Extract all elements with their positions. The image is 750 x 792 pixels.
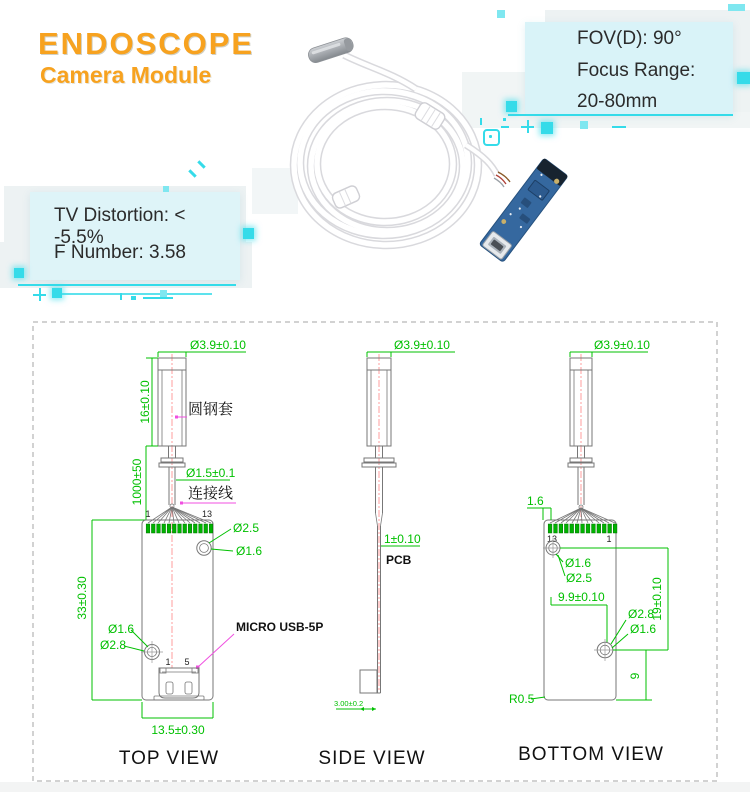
deco-line [57, 293, 212, 295]
side-view-title: SIDE VIEW [318, 748, 426, 769]
cable-label: 连接线 [188, 485, 234, 502]
top-hole1-outer: Ø2.5 [233, 521, 260, 535]
cable-coil [294, 85, 478, 245]
brand-subtitle: Camera Module [40, 62, 212, 88]
bottom-hole1-outer: Ø2.5 [566, 571, 593, 585]
top-hole2-inner: Ø1.6 [108, 622, 135, 636]
bottom-view-title: BOTTOM VIEW [518, 744, 664, 765]
cable-knot-left [331, 184, 361, 209]
deco-tick [120, 293, 122, 300]
bottom-pin-row [548, 524, 617, 533]
tv-distortion-line: TV Distortion: < -5.5% [54, 205, 186, 248]
bottom-hole2-inner: Ø1.6 [630, 622, 657, 636]
technical-drawing [0, 300, 750, 792]
deco-square [580, 121, 588, 129]
bottom-view [509, 338, 668, 765]
deco-dash [197, 160, 205, 168]
bottom-hole2-outer: Ø2.8 [628, 607, 655, 621]
top-hole2-outer: Ø2.8 [100, 638, 127, 652]
pcb-label: PCB [386, 553, 412, 567]
micro-usb-outline [154, 668, 204, 700]
hole-x-offset: 9.9±0.10 [558, 590, 605, 604]
deco-square [52, 288, 62, 298]
top-view-title: TOP VIEW [118, 748, 220, 769]
pcb-thickness: 1±0.10 [384, 532, 421, 546]
top-board-width: 13.5±0.30 [151, 723, 205, 737]
wire-fan [550, 508, 615, 523]
side-tube-diameter: Ø3.9±0.10 [394, 338, 450, 352]
deco-square [14, 268, 24, 278]
deco-square [737, 72, 750, 84]
deco-dash [612, 126, 626, 128]
hole-y-offset: 9 [628, 672, 642, 680]
side-view [318, 338, 455, 769]
top-pin-row [146, 524, 213, 533]
deco-square [160, 290, 167, 297]
drawing-frame [33, 322, 717, 781]
distortion-spec-box [30, 192, 240, 280]
sleeve-label: 圆钢套 [188, 401, 234, 418]
footer-band [0, 782, 750, 792]
bottom-hole1-inner: Ø1.6 [565, 556, 592, 570]
focus-range-value: 20-80mm [577, 91, 658, 112]
cable-length: 1000±50 [130, 458, 144, 506]
deco-dash [188, 169, 196, 177]
usb-pin-last: 5 [184, 657, 190, 667]
top-hole1-inner: Ø1.6 [236, 544, 263, 558]
bottom-pin-first: 13 [546, 534, 558, 544]
brand-title: ENDOSCOPE [38, 26, 255, 61]
deco-square [728, 4, 745, 11]
f-number-line: F Number: 3.58 [54, 242, 186, 263]
usb-pin-first: 1 [165, 657, 171, 667]
top-view [75, 338, 323, 769]
focus-range-line: Focus Range: [577, 60, 696, 81]
deco-dash [143, 297, 173, 299]
bottom-tube-diameter: Ø3.9±0.10 [594, 338, 650, 352]
bottom-pin-last: 1 [606, 534, 612, 544]
pin-offset: 1.6 [527, 494, 544, 508]
deco-square [243, 228, 254, 239]
cable-diameter: Ø1.5±0.1 [186, 466, 236, 480]
bottom-board-length: 19±0.10 [650, 577, 664, 621]
corner-radius: R0.5 [509, 692, 535, 706]
fov-line: FOV(D): 90° [577, 28, 682, 49]
usb-height: 3.00±0.2 [334, 699, 364, 708]
top-pin-last: 13 [201, 509, 213, 519]
deco-line [18, 284, 236, 286]
product-photo [280, 15, 580, 305]
top-board-length: 33±0.30 [75, 576, 89, 620]
deco-square [163, 186, 169, 192]
top-tube-length: 16±0.10 [138, 380, 152, 424]
micro-usb-label: MICRO USB-5P [236, 620, 324, 634]
top-tube-diameter: Ø3.9±0.10 [190, 338, 246, 352]
top-pin-first: 1 [145, 509, 151, 519]
